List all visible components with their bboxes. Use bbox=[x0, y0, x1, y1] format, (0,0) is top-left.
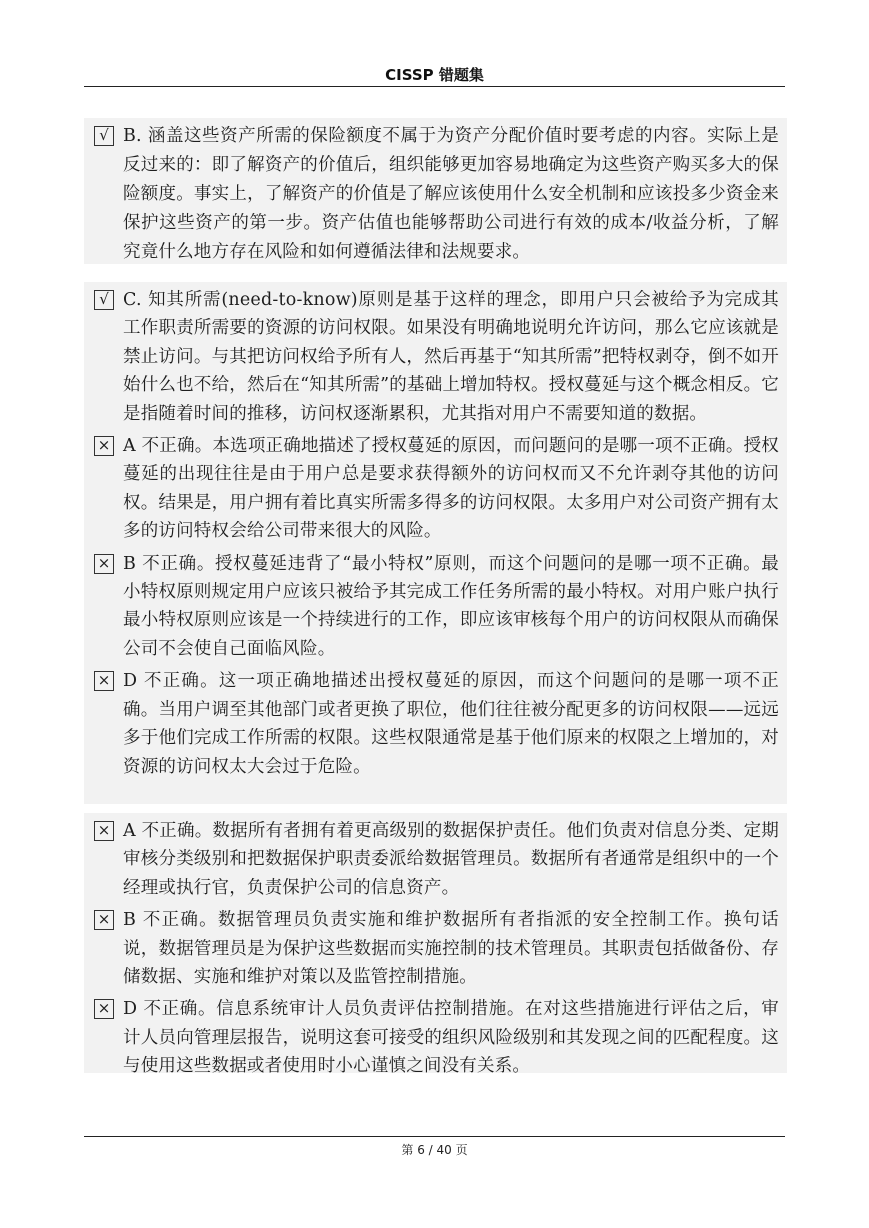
scanned-block-2 bbox=[84, 282, 787, 804]
answer-text: B 不正确。数据管理员负责实施和维护数据所有者指派的安全控制工作。换句话说，数据管理员是为保护这些数据而实施控制的技术管理员。其职责包括做备份、存储数据、实施和维护对策以及监管控制措施。 bbox=[123, 910, 779, 988]
cross-box-icon: × bbox=[94, 821, 114, 841]
answer-entry bbox=[94, 550, 779, 664]
cross-box-icon: × bbox=[94, 436, 114, 456]
answer-text: B. 涵盖这些资产所需的保险额度不属于为资产分配价值时要考虑的内容。实际上是反过来的：即了解资产的价值后，组织能够更加容易地确定为这些资产购买多大的保险额度。事实上，了解资产的价值是了解应该使用什么安全机制和应该投多少资金来保护这些资产的第一步。资产估值也能够帮助公司进行有效的成本/收益分析，了解究竟什么地方存在风险和如何遵循法律和法规要求。 bbox=[123, 126, 779, 262]
page-number: 6 bbox=[417, 1143, 425, 1157]
answer-text: C. 知其所需(need-to-know)原则是基于这样的理念，即用户只会被给予为完成其工作职责所需要的资源的访问权限。如果没有明确地说明允许访问，那么它应该就是禁止访问。与其把访问权给予所有人，然后再基于“知其所需”把特权剥夺，倒不如开始什么也不给，然后在“知其所需”的基础上增加特权。授权蔓延与这个概念相反。它是指随着时间的推移，访问权逐渐累积，尤其指对用户不需要知道的数据。 bbox=[123, 290, 779, 424]
footer-suffix: 页 bbox=[455, 1143, 468, 1157]
page-footer bbox=[0, 1141, 869, 1158]
cross-box-icon: × bbox=[94, 910, 114, 930]
scanned-block-3 bbox=[84, 813, 787, 1077]
cross-box-icon: × bbox=[94, 554, 114, 574]
answer-text: A 不正确。数据所有者拥有着更高级别的数据保护责任。他们负责对信息分类、定期审核分类级别和把数据保护职责委派给数据管理员。数据所有者通常是组织中的一个经理或执行官，负责保护公司的信息资产。 bbox=[123, 821, 779, 898]
page-total: 40 bbox=[436, 1143, 452, 1157]
cross-box-icon: × bbox=[94, 671, 114, 691]
page-header-title: CISSP 错题集 bbox=[385, 66, 484, 84]
header-divider bbox=[84, 86, 785, 87]
checkmark-box-icon: √ bbox=[94, 290, 114, 310]
cross-box-icon: × bbox=[94, 999, 114, 1019]
answer-entry bbox=[94, 432, 779, 546]
answer-text: D 不正确。这一项正确地描述出授权蔓延的原因，而这个问题问的是哪一项不正确。当用户调至其他部门或者更换了职位，他们往往被分配更多的访问权限——远远多于他们完成工作所需的权限。这些权限通常是基于他们原来的权限之上增加的，对资源的访问权太大会过于危险。 bbox=[123, 671, 779, 777]
answer-entry bbox=[94, 995, 779, 1080]
scanned-block-1 bbox=[84, 118, 787, 264]
footer-prefix: 第 bbox=[401, 1143, 414, 1157]
answer-text: A 不正确。本选项正确地描述了授权蔓延的原因，而问题问的是哪一项不正确。授权蔓延的出现往往是由于用户总是要求获得额外的访问权而又不允许剥夺其他的访问权。结果是，用户拥有着比真实所需多得多的访问权限。太多用户对公司资产拥有太多的访问特权会给公司带来很大的风险。 bbox=[123, 436, 779, 542]
answer-entry bbox=[94, 667, 779, 781]
footer-divider bbox=[84, 1136, 785, 1137]
footer-separator: / bbox=[428, 1143, 433, 1157]
checkmark-box-icon: √ bbox=[94, 126, 114, 146]
answer-entry bbox=[94, 122, 779, 267]
answer-text: D 不正确。信息系统审计人员负责评估控制措施。在对这些措施进行评估之后，审计人员向管理层报告，说明这套可接受的组织风险级别和其发现之间的匹配程度。这与使用这些数据或者使用时小心谨慎之间没有关系。 bbox=[123, 999, 779, 1077]
answer-entry bbox=[94, 906, 779, 991]
answer-entry bbox=[94, 286, 779, 428]
answer-entry bbox=[94, 817, 779, 902]
answer-text: B 不正确。授权蔓延违背了“最小特权”原则，而这个问题问的是哪一项不正确。最小特权原则规定用户应该只被给予其完成工作任务所需的最小特权。对用户账户执行最小特权原则应该是一个持续进行的工作，即应该审核每个用户的访问权限从而确保公司不会使自己面临风险。 bbox=[123, 553, 779, 659]
